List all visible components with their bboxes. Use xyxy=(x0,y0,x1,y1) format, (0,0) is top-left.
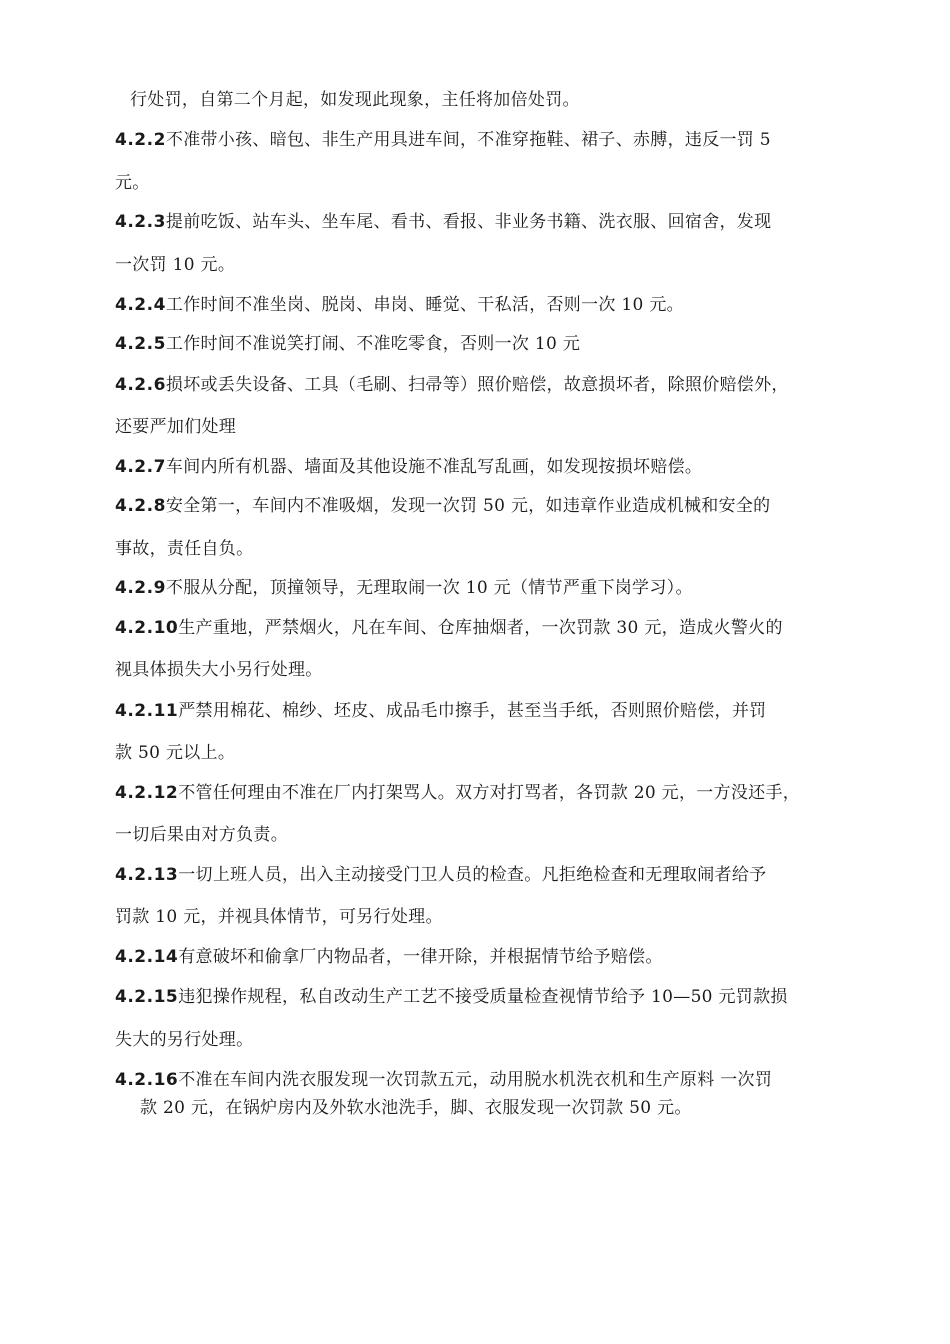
rule-text: 一切上班人员，出入主动接受门卫人员的检查。凡拒绝检查和无理取闹者给予 xyxy=(178,865,767,885)
rule-number: 4.2.5 xyxy=(115,334,166,354)
rule-4-2-16 xyxy=(115,1069,772,1091)
rule-text: 损坏或丢失设备、工具（毛刷、扫帚等）照价赔偿，故意损坏者，除照价赔偿外， xyxy=(165,375,789,395)
rule-4-2-15-cont: 失大的另行处理。 xyxy=(115,1030,254,1050)
rule-text: 安全第一，车间内不准吸烟，发现一次罚 50 元，如违章作业造成机械和安全的 xyxy=(165,496,771,516)
rule-4-2-13 xyxy=(115,864,766,886)
rule-4-2-3-cont: 一次罚 10 元。 xyxy=(115,255,236,275)
rule-4-2-8 xyxy=(115,495,770,517)
rule-text: 有意破坏和偷拿厂内物品者，一律开除，并根据情节给予赔偿。 xyxy=(178,947,663,967)
rule-text: 不准在车间内洗衣服发现一次罚款五元，动用脱水机洗衣机和生产原料 一次罚 xyxy=(178,1070,773,1090)
rule-number: 4.2.10 xyxy=(115,618,179,638)
rule-4-2-11-cont: 款 50 元以上。 xyxy=(115,743,236,763)
rule-4-2-8-cont: 事故，责任自负。 xyxy=(115,539,254,559)
rule-text: 不管任何理由不准在厂内打架骂人。双方对打骂者，各罚款 20 元，一方没还手， xyxy=(178,783,801,803)
rule-4-2-12-cont: 一切后果由对方负责。 xyxy=(115,825,288,845)
rule-4-2-14 xyxy=(115,946,663,968)
rule-4-2-16-cont: 款 20 元，在锅炉房内及外软水池洗手，脚、衣服发现一次罚款 50 元。 xyxy=(140,1098,692,1118)
rule-4-2-3 xyxy=(115,211,771,233)
rule-4-2-13-cont: 罚款 10 元，并视具体情节，可另行处理。 xyxy=(115,907,443,927)
rule-number: 4.2.4 xyxy=(115,295,166,315)
rule-text: 生产重地，严禁烟火，凡在车间、仓库抽烟者，一次罚款 30 元，造成火警火的 xyxy=(178,618,783,638)
rule-4-2-9 xyxy=(115,577,693,599)
rule-number: 4.2.3 xyxy=(115,212,166,232)
rule-4-2-11 xyxy=(115,700,766,722)
rule-4-2-5 xyxy=(115,333,580,355)
rule-text: 违犯操作规程，私自改动生产工艺不接受质量检查视情节给予 10—50 元罚款损 xyxy=(178,987,788,1007)
rule-number: 4.2.16 xyxy=(115,1070,179,1090)
rule-text: 不准带小孩、暗包、非生产用具进车间，不准穿拖鞋、裙子、赤膊，违反一罚 5 xyxy=(165,130,771,150)
rule-number: 4.2.13 xyxy=(115,865,179,885)
rule-text: 工作时间不准坐岗、脱岗、串岗、睡觉、干私活，否则一次 10 元。 xyxy=(165,295,684,315)
rule-text: 提前吃饭、站车头、坐车尾、看书、看报、非业务书籍、洗衣服、回宿舍，发现 xyxy=(165,212,772,232)
rule-number: 4.2.12 xyxy=(115,783,179,803)
rule-number: 4.2.15 xyxy=(115,987,179,1007)
rule-number: 4.2.7 xyxy=(115,457,166,477)
rule-4-2-10-cont: 视具体损失大小另行处理。 xyxy=(115,660,323,680)
rule-4-2-4 xyxy=(115,294,684,316)
rule-4-2-2-cont: 元。 xyxy=(115,173,150,193)
rule-number: 4.2.9 xyxy=(115,578,166,598)
rule-4-2-6-cont: 还要严加们处理 xyxy=(115,417,237,437)
rule-text: 不服从分配，顶撞领导，无理取闹一次 10 元（情节严重下岗学习）。 xyxy=(165,578,693,598)
rule-text: 工作时间不准说笑打闹、不准吃零食，否则一次 10 元 xyxy=(165,334,581,354)
rule-text: 车间内所有机器、墙面及其他设施不准乱写乱画，如发现按损坏赔偿。 xyxy=(165,457,703,477)
rule-text: 严禁用棉花、棉纱、坯皮、成品毛巾擦手，甚至当手纸，否则照价赔偿，并罚 xyxy=(178,701,767,721)
rule-number: 4.2.14 xyxy=(115,947,179,967)
rule-number: 4.2.2 xyxy=(115,130,166,150)
rule-4-2-10 xyxy=(115,617,783,639)
rule-4-2-7 xyxy=(115,456,702,478)
rule-number: 4.2.8 xyxy=(115,496,166,516)
rule-number: 4.2.6 xyxy=(115,375,166,395)
rule-4-2-6 xyxy=(115,374,789,396)
rule-4-2-2 xyxy=(115,129,771,151)
rule-4-2-12 xyxy=(115,782,800,804)
rule-number: 4.2.11 xyxy=(115,701,179,721)
rule-4-2-15 xyxy=(115,986,788,1008)
continuation-text: 行处罚，自第二个月起，如发现此现象，主任将加倍处罚。 xyxy=(130,90,580,110)
